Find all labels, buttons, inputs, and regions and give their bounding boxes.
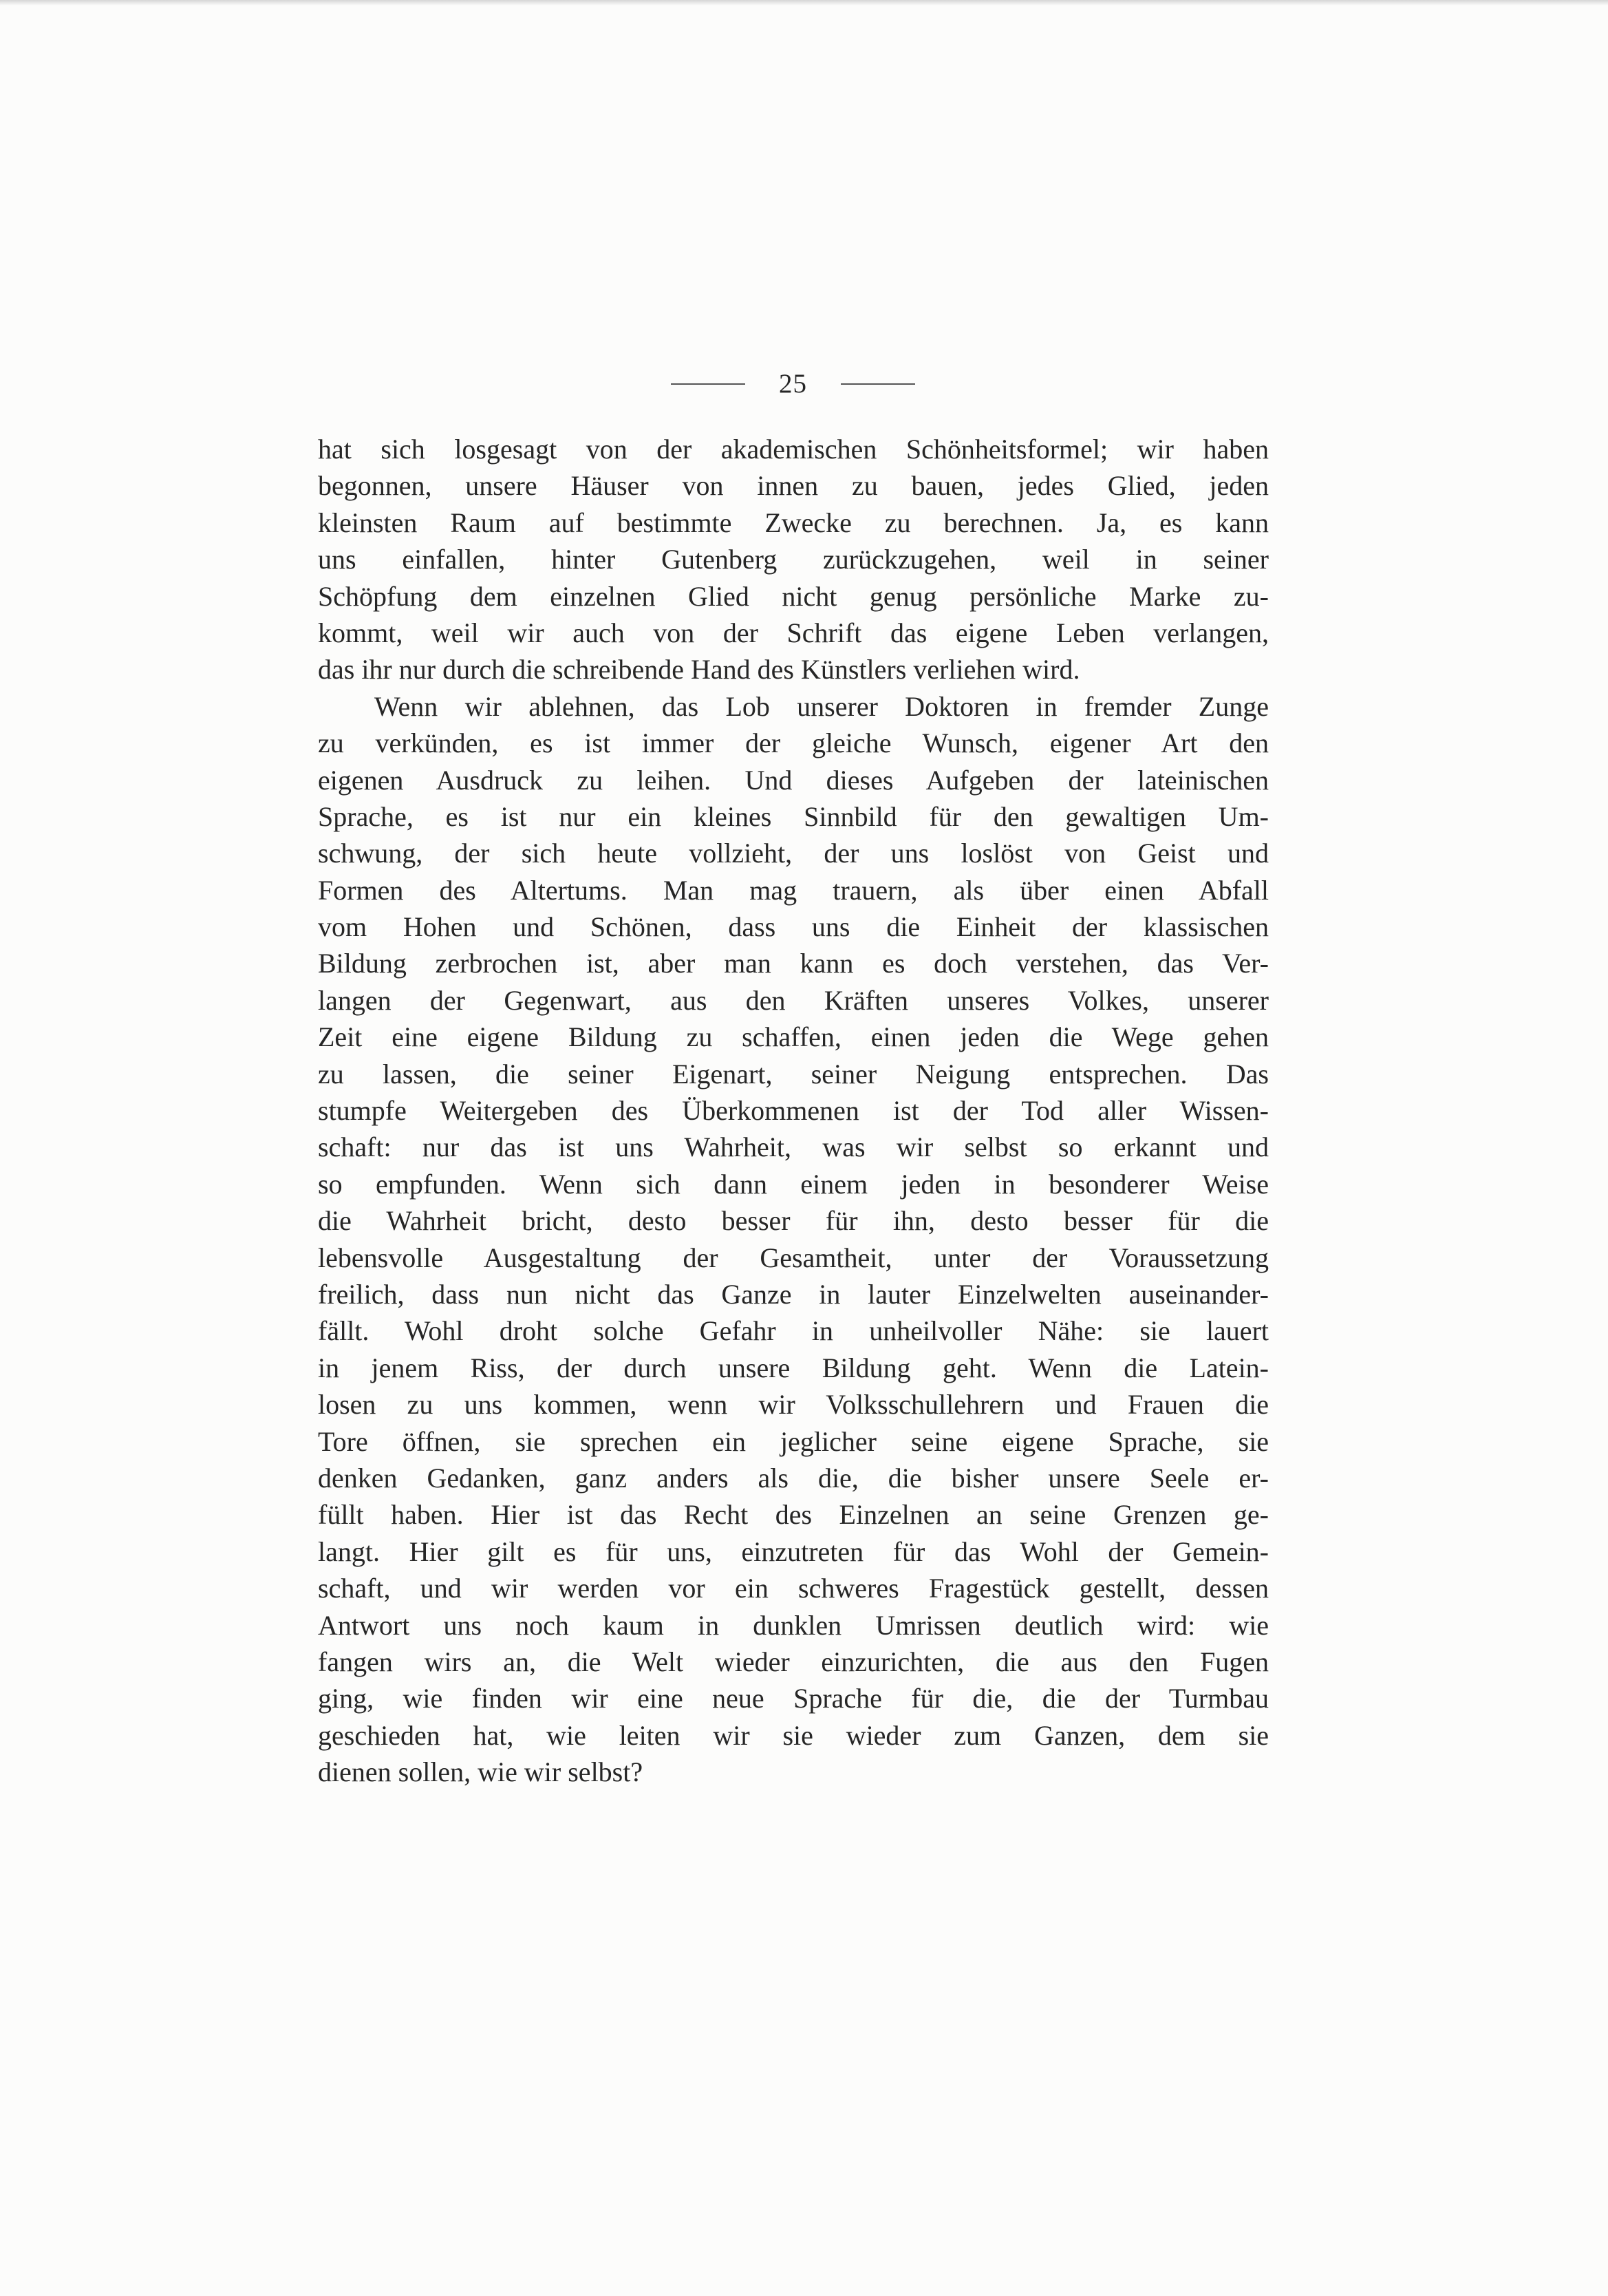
text-line: losen zu uns kommen, wenn wir Volksschullehrern und Frauen die	[318, 1389, 1269, 1421]
header-rule-left	[671, 383, 745, 385]
text-line: kleinsten Raum auf bestimmte Zwecke zu berechnen. Ja, es kann	[318, 507, 1269, 538]
text-line: Schöpfung dem einzelnen Glied nicht genug persönliche Marke zu-	[318, 580, 1269, 612]
text-line: Formen des Altertums. Man mag trauern, als über einen Abfall	[318, 874, 1269, 906]
page-number: 25	[779, 369, 807, 398]
text-line: langen der Gegenwart, aus den Kräften unseres Volkes, unserer	[318, 984, 1269, 1016]
text-line: in jenem Riss, der durch unsere Bildung geht. Wenn die Latein-	[318, 1352, 1269, 1383]
header-rule-right	[841, 383, 915, 385]
text-line: hat sich losgesagt von der akademischen Schönheitsformel; wir haben	[318, 434, 1269, 465]
text-line: so empfunden. Wenn sich dann einem jeden in besonderer Weise	[318, 1168, 1269, 1200]
text-line: Wenn wir ablehnen, das Lob unserer Doktoren in fremder Zunge	[374, 690, 1269, 722]
text-line: ging, wie finden wir eine neue Sprache für die, die der Turmbau	[318, 1683, 1269, 1714]
text-line: Antwort uns noch kaum in dunklen Umrissen deutlich wird: wie	[318, 1609, 1269, 1641]
text-line: schaft, und wir werden vor ein schweres Fragestück gestellt, dessen	[318, 1573, 1269, 1604]
text-line: zu verkünden, es ist immer der gleiche Wunsch, eigener Art den	[318, 727, 1269, 759]
text-line: uns einfallen, hinter Gutenberg zurückzugehen, weil in seiner	[318, 544, 1269, 575]
text-line: vom Hohen und Schönen, dass uns die Einheit der klassischen	[318, 911, 1269, 943]
text-line: füllt haben. Hier ist das Recht des Einzelnen an seine Grenzen ge-	[318, 1499, 1269, 1531]
text-line: das ihr nur durch die schreibende Hand des Künstlers verliehen wird.	[318, 654, 1080, 685]
page-header	[671, 363, 915, 405]
body-text	[318, 431, 1269, 1790]
text-line: eigenen Ausdruck zu leihen. Und dieses Aufgeben der lateinischen	[318, 764, 1269, 796]
text-line: die Wahrheit bricht, desto besser für ihn, desto besser für die	[318, 1205, 1269, 1237]
text-line: denken Gedanken, ganz anders als die, die bisher unsere Seele er-	[318, 1462, 1269, 1494]
text-line: Bildung zerbrochen ist, aber man kann es doch verstehen, das Ver-	[318, 948, 1269, 979]
text-line: schwung, der sich heute vollzieht, der uns loslöst von Geist und	[318, 838, 1269, 869]
text-line: freilich, dass nun nicht das Ganze in lauter Einzelwelten auseinander-	[318, 1278, 1269, 1310]
text-line: schaft: nur das ist uns Wahrheit, was wir selbst so erkannt und	[318, 1131, 1269, 1163]
scan-top-edge	[0, 0, 1608, 6]
text-line: dienen sollen, wie wir selbst?	[318, 1756, 643, 1788]
text-line: lebensvolle Ausgestaltung der Gesamtheit, unter der Voraussetzung	[318, 1242, 1269, 1273]
text-line: geschieden hat, wie leiten wir sie wieder zum Ganzen, dem sie	[318, 1719, 1269, 1751]
text-line: kommt, weil wir auch von der Schrift das eigene Leben verlangen,	[318, 617, 1269, 648]
text-line: Zeit eine eigene Bildung zu schaffen, einen jeden die Wege gehen	[318, 1021, 1269, 1053]
text-line: fangen wirs an, die Welt wieder einzurichten, die aus den Fugen	[318, 1646, 1269, 1677]
text-line: Tore öffnen, sie sprechen ein jeglicher seine eigene Sprache, sie	[318, 1425, 1269, 1457]
text-line: begonnen, unsere Häuser von innen zu bauen, jedes Glied, jeden	[318, 470, 1269, 502]
text-line: langt. Hier gilt es für uns, einzutreten für das Wohl der Gemein-	[318, 1535, 1269, 1567]
text-line: stumpfe Weitergeben des Überkommenen ist der Tod aller Wissen-	[318, 1095, 1269, 1127]
text-line: Sprache, es ist nur ein kleines Sinnbild für den gewaltigen Um-	[318, 800, 1269, 832]
text-line: zu lassen, die seiner Eigenart, seiner Neigung entsprechen. Das	[318, 1058, 1269, 1089]
text-line: fällt. Wohl droht solche Gefahr in unheilvoller Nähe: sie lauert	[318, 1315, 1269, 1347]
